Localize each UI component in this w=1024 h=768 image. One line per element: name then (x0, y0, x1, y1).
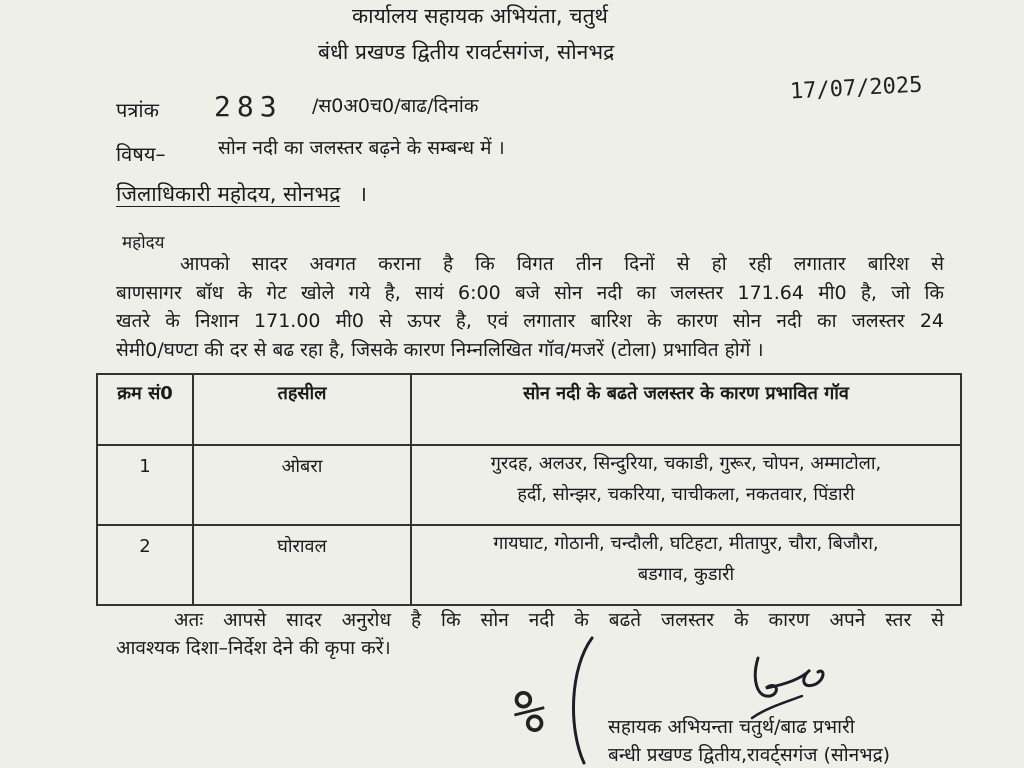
patrank-number: 283 (214, 90, 283, 123)
row-villages (411, 445, 961, 525)
closing-line-1: अतः आपसे सादर अनुरोध है कि सोन नदी के बढते जलस्तर के कारण अपने स्तर से (174, 609, 944, 631)
body-line-2: बाणसागर बॉध के गेट खोले गये है, सायं 6:00 बजे सोन नदी का जलस्तर 171.64 मी0 है, जो कि (116, 282, 944, 304)
villages-line: गायघाट, गोठानी, चन्दौली, घटिहटा, मीतापुर, चौरा, बिजौरा, (493, 533, 879, 554)
villages-line: गुरदह, अलउर, सिन्दुरिया, चकाडी, गुरूर, चोपन, अम्माटोला, (490, 453, 882, 474)
signatory-office: बन्धी प्रखण्ड द्वितीय,रावर्ट्सगंज (सोनभद्र) (608, 744, 891, 766)
addressee-end: । (359, 182, 368, 206)
villages-line: बडगाव, कुडारी (637, 564, 735, 585)
division-heading: बंधी प्रखण्ड द्वितीय रावर्टसगंज, सोनभद्र (318, 40, 615, 64)
signatory-designation: सहायक अभियन्ता चतुर्थ/बाढ प्रभारी (608, 716, 855, 738)
row-tehsil: घोरावल (193, 525, 411, 605)
handwritten-initials: % (507, 677, 551, 748)
table-header-row (97, 374, 961, 445)
closing-line-2: आवश्यक दिशा–निर्देश देने की कृपा करें। (116, 637, 391, 659)
patrank-label: पत्रांक (116, 98, 159, 122)
villages-line: हर्दी, सोन्झर, चकरिया, चाचीकला, नकतवार, पिंडारी (517, 484, 855, 505)
body-line-4: सेमी0/घण्टा की दर से बढ रहा है, जिसके कारण निम्नलिखित गॉव/मजरें (टोला) प्रभावित होगें । (116, 339, 764, 361)
body-line-1: आपको सादर अवगत कराना है कि विगत तीन दिनों से हो रही लगातार बारिश से (180, 253, 944, 275)
subject-label: विषय– (116, 142, 166, 166)
row-villages (411, 525, 961, 605)
header-sno: क्रम सं0 (97, 374, 193, 445)
header-tehsil: तहसील (193, 374, 411, 445)
row-tehsil: ओबरा (193, 445, 411, 525)
affected-villages-table (96, 373, 962, 606)
body-line-3: खतरे के निशान 171.00 मी0 से ऊपर है, एवं लगातार बारिश के कारण सोन नदी का जलस्तर 24 (116, 310, 944, 332)
subject-text: सोन नदी का जलस्तर बढ़ने के सम्बन्ध में । (218, 137, 505, 159)
salutation: महोदय (122, 233, 165, 253)
row-sno: 1 (97, 445, 193, 525)
table-row (97, 445, 961, 525)
table-row (97, 525, 961, 605)
office-heading: कार्यालय सहायक अभियंता, चतुर्थ (352, 4, 608, 28)
reference-code: /स0अ0च0/बाढ/दिनांक (312, 95, 479, 117)
letter-date: 17/07/2025 (789, 72, 924, 105)
row-sno: 2 (97, 525, 193, 605)
header-villages: सोन नदी के बढते जलस्तर के कारण प्रभावित गॉव (411, 374, 961, 445)
addressee (116, 180, 367, 208)
addressee-name: जिलाधिकारी महोदय, सोनभद्र (116, 182, 341, 206)
